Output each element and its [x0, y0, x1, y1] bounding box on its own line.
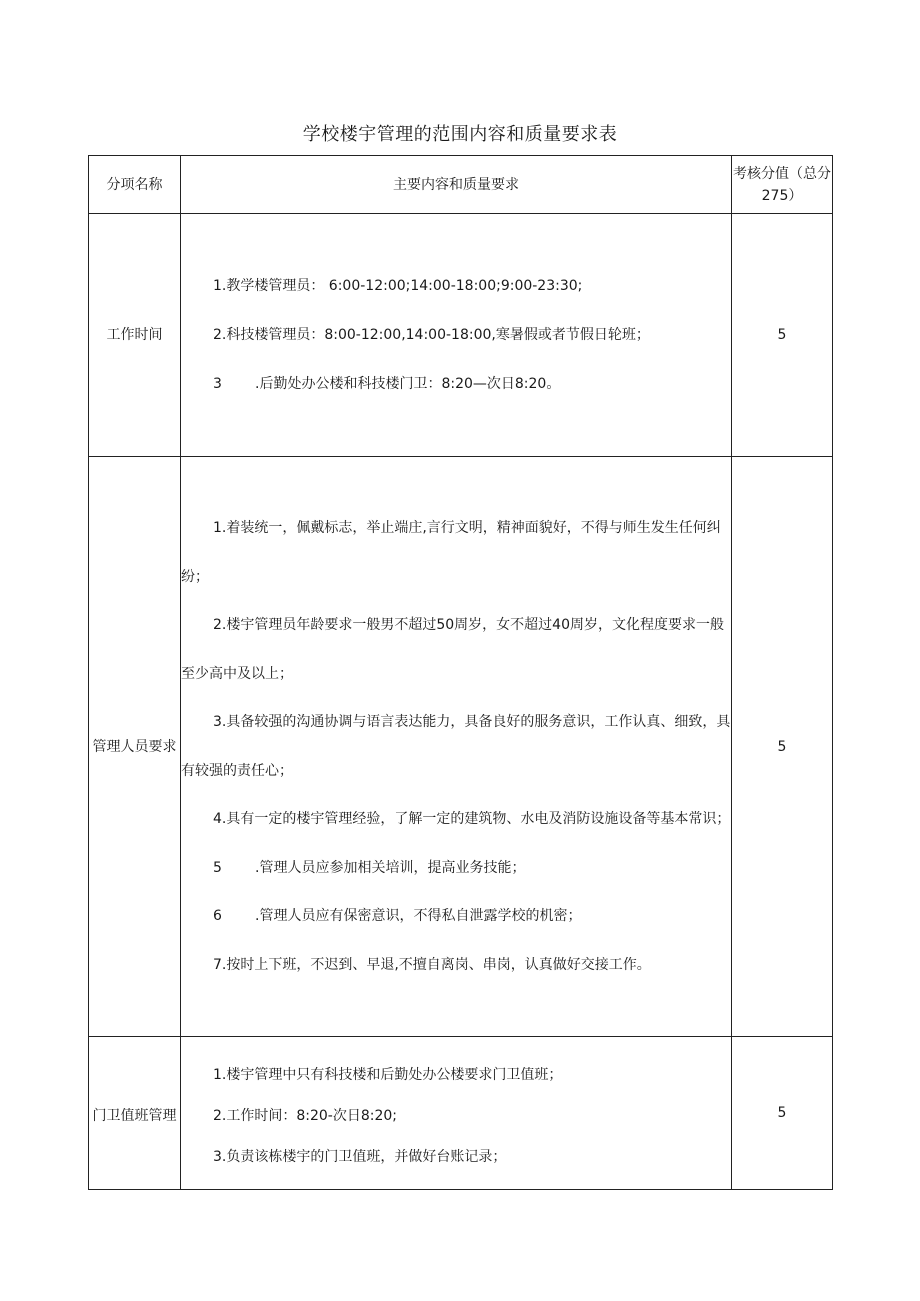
list-item: 3.具备较强的沟通协调与语言表达能力，具备良好的服务意识，工作认真、细致，具有较强的责任心； — [181, 714, 731, 779]
page-title: 学校楼宇管理的范围内容和质量要求表 — [302, 124, 618, 145]
table-row — [89, 214, 833, 457]
list-item: 2.工作时间：8:20-次日8:20; — [213, 1107, 398, 1124]
table-header-row — [89, 156, 833, 214]
table-row — [89, 457, 833, 1037]
requirements-table — [88, 155, 833, 1190]
list-item: 4.具有一定的楼宇管理经验，了解一定的建筑物、水电及消防设施设备等基本常识； — [213, 811, 731, 827]
row-name-cell: 工作时间 — [89, 214, 181, 457]
list-item-number: 3 — [213, 376, 222, 392]
row-name-cell: 管理人员要求 — [89, 457, 181, 1037]
table-row — [89, 1037, 833, 1190]
list-item-text: .管理人员应参加相关培训，提高业务技能； — [255, 859, 526, 876]
list-item: 1.楼宇管理中只有科技楼和后勤处办公楼要求门卫值班； — [213, 1066, 563, 1083]
list-item: 3.负责该栋楼宇的门卫值班，并做好台账记录； — [213, 1148, 507, 1165]
list-item — [181, 844, 731, 893]
list-item: 1.着装统一，佩戴标志，举止端庄,言行文明，精神面貌好，不得与师生发生任何纠纷； — [181, 520, 721, 585]
row-score-cell: 5 — [732, 214, 833, 457]
list-item — [181, 373, 731, 395]
list-item: 1.教学楼管理员： 6:00-12:00;14:00-18:00;9:00-23:30; — [213, 278, 583, 294]
list-item-number: 5 — [213, 859, 222, 876]
row-content-cell — [181, 457, 732, 1037]
header-score-cell: 考核分值（总分275） — [732, 156, 833, 214]
list-item: 2.科技楼管理员：8:00-12:00,14:00-18:00,寒暑假或者节假日轮班； — [213, 327, 650, 343]
row-content-cell — [181, 1037, 732, 1190]
list-item-number: 6 — [213, 908, 222, 924]
list-item-text: .后勤处办公楼和科技楼门卫：8:20—次日8:20。 — [255, 376, 561, 392]
list-item-text: .管理人员应有保密意识，不得私自泄露学校的机密； — [255, 908, 582, 924]
list-item: 2.楼宇管理员年龄要求一般男不超过50周岁，女不超过40周岁，文化程度要求一般至少高中及以上； — [181, 617, 724, 682]
list-item: 7.按时上下班，不迟到、早退,不擅自离岗、串岗，认真做好交接工作。 — [213, 956, 651, 973]
row-score-cell: 5 — [732, 457, 833, 1037]
row-name-cell: 门卫值班管理 — [89, 1037, 181, 1190]
list-item — [181, 892, 731, 941]
row-content-cell — [181, 214, 732, 457]
row-score-cell: 5 — [732, 1037, 833, 1190]
header-content-cell: 主要内容和质量要求 — [181, 156, 732, 214]
header-name-cell: 分项名称 — [89, 156, 181, 214]
